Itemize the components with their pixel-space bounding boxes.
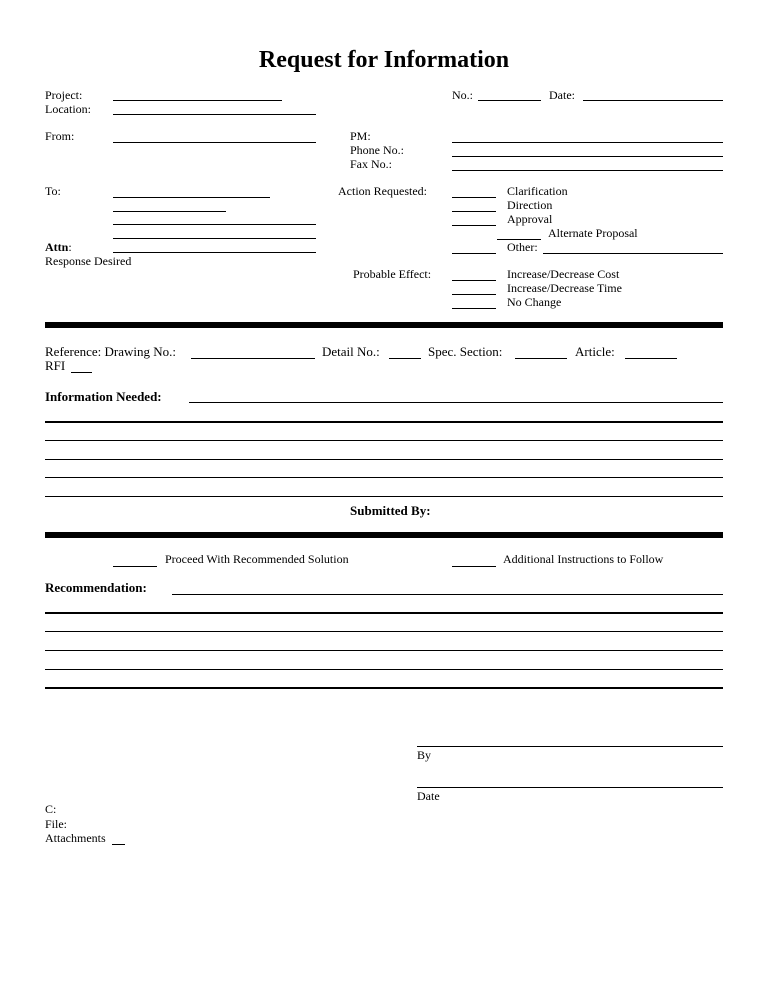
fax-label: Fax No.: — [350, 157, 392, 171]
info-line-2[interactable] — [45, 440, 723, 441]
action-other: Other: — [507, 240, 538, 254]
recommendation-field[interactable] — [172, 580, 723, 595]
other-field[interactable] — [543, 239, 723, 254]
file-label: File: — [45, 817, 68, 831]
signature-date-label: Date — [417, 789, 440, 803]
location-label: Location: — [45, 102, 91, 116]
detail-no-field[interactable] — [389, 344, 421, 359]
attn-field[interactable] — [113, 238, 316, 253]
action-alternate-proposal: Alternate Proposal — [548, 226, 638, 240]
rec-line-2[interactable] — [45, 631, 723, 632]
additional-label: Additional Instructions to Follow — [503, 552, 664, 566]
project-field[interactable] — [113, 86, 282, 101]
spec-section-field[interactable] — [515, 344, 567, 359]
by-label: By — [417, 748, 432, 762]
by-signature-line[interactable] — [417, 746, 723, 747]
pm-label: PM: — [350, 129, 371, 143]
section-divider-2 — [45, 532, 723, 538]
rfi-field[interactable] — [71, 358, 92, 373]
from-label: From: — [45, 129, 75, 143]
pm-field[interactable] — [452, 128, 723, 143]
fax-field[interactable] — [452, 156, 723, 171]
rec-line-4[interactable] — [45, 669, 723, 670]
spec-section-label: Spec. Section: — [428, 344, 503, 359]
information-needed-field[interactable] — [189, 388, 723, 403]
approval-blank[interactable] — [452, 211, 496, 226]
no-field[interactable] — [478, 86, 541, 101]
action-direction: Direction — [507, 198, 553, 212]
date-label: Date: — [549, 88, 575, 102]
date-signature-line[interactable] — [417, 787, 723, 788]
rec-line-3[interactable] — [45, 650, 723, 651]
cost-blank[interactable] — [452, 266, 496, 281]
project-label: Project: — [45, 88, 83, 102]
section-divider-1 — [45, 322, 723, 328]
detail-no-label: Detail No.: — [322, 344, 380, 359]
direction-blank[interactable] — [452, 197, 496, 212]
page-title: Request for Information — [258, 47, 510, 73]
article-field[interactable] — [625, 344, 677, 359]
info-line-1[interactable] — [45, 421, 723, 423]
drawing-no-label: Reference: Drawing No.: — [45, 344, 177, 359]
to-field-3[interactable] — [113, 210, 316, 225]
action-clarification: Clarification — [507, 184, 568, 198]
submitted-by-label: Submitted By: — [350, 503, 431, 518]
no-label: No.: — [452, 88, 473, 102]
to-field-4[interactable] — [113, 224, 316, 239]
alternate-proposal-blank[interactable] — [497, 225, 541, 240]
phone-label: Phone No.: — [350, 143, 404, 157]
effect-time: Increase/Decrease Time — [507, 281, 622, 295]
rec-line-1[interactable] — [45, 612, 723, 614]
clarification-blank[interactable] — [452, 183, 496, 198]
no-change-blank[interactable] — [452, 294, 496, 309]
attachments-field[interactable] — [112, 830, 125, 845]
other-blank[interactable] — [452, 239, 496, 254]
rfi-label: RFI — [45, 358, 66, 373]
from-field[interactable] — [113, 128, 316, 143]
proceed-blank[interactable] — [113, 552, 157, 567]
action-approval: Approval — [507, 212, 553, 226]
action-requested-label: Action Requested: — [338, 184, 427, 198]
additional-blank[interactable] — [452, 552, 496, 567]
to-field-1[interactable] — [113, 183, 270, 198]
effect-cost: Increase/Decrease Cost — [507, 267, 620, 281]
info-line-3[interactable] — [45, 459, 723, 460]
drawing-no-field[interactable] — [191, 344, 315, 359]
recommendation-label: Recommendation: — [45, 580, 147, 595]
effect-no-change: No Change — [507, 295, 562, 309]
attachments-label: Attachments — [45, 831, 106, 845]
time-blank[interactable] — [452, 280, 496, 295]
article-label: Article: — [575, 344, 615, 359]
to-label: To: — [45, 184, 61, 198]
proceed-label: Proceed With Recommended Solution — [165, 552, 349, 566]
phone-field[interactable] — [452, 142, 723, 157]
attn-label: Attn: — [45, 240, 72, 254]
rec-line-5[interactable] — [45, 687, 723, 689]
location-field[interactable] — [113, 100, 316, 115]
response-desired-label: Response Desired — [45, 254, 132, 268]
info-line-5[interactable] — [45, 496, 723, 497]
information-needed-label: Information Needed: — [45, 389, 162, 404]
probable-effect-label: Probable Effect: — [353, 267, 432, 281]
info-line-4[interactable] — [45, 477, 723, 478]
c-label: C: — [45, 802, 57, 816]
date-field[interactable] — [583, 86, 723, 101]
